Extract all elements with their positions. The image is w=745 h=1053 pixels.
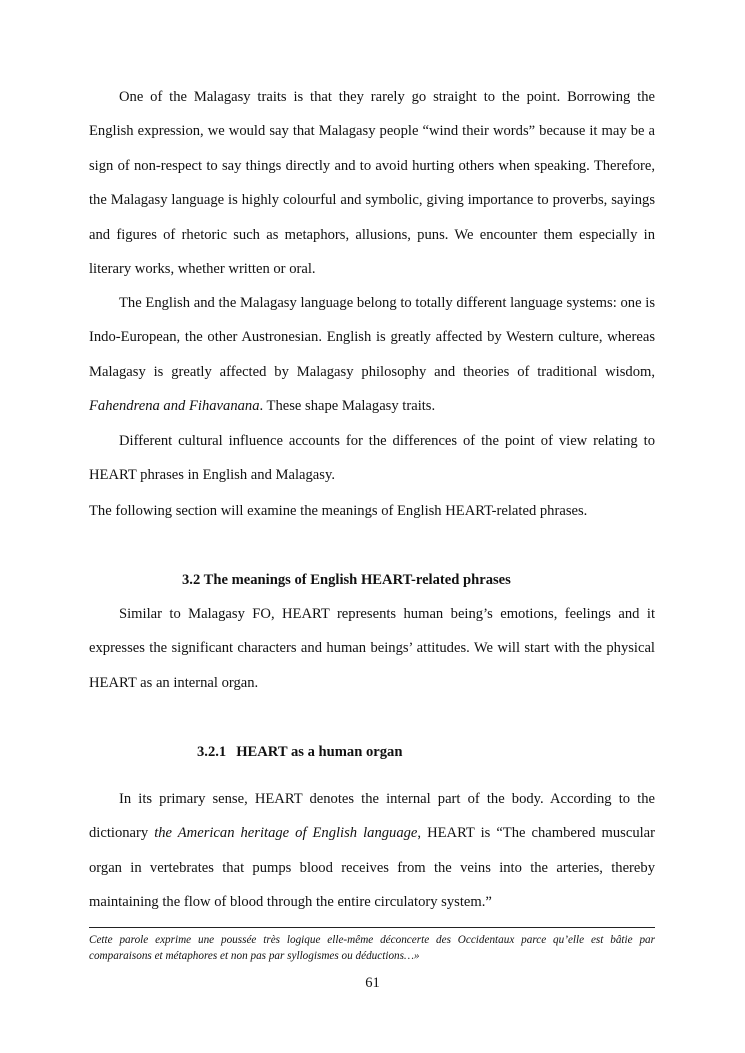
paragraph-text: . These shape Malagasy traits. — [259, 398, 436, 415]
page-number: 61 — [365, 975, 380, 991]
italic-term: Fahendrena and Fihavanana — [89, 398, 260, 415]
paragraph-text: The following section will examine the meanings of English HEART-related phrases. — [89, 503, 588, 519]
section-heading: 3.2 The meanings of English HEART-related phrases — [182, 572, 511, 588]
subsection-number: 3.2.1 — [197, 744, 227, 760]
paragraph-primary-sense — [89, 782, 655, 920]
paragraph-text: One of the Malagasy traits is that they rarely go straight to the point. Borrowing the English expression, we would say that Malagasy people “wind their words” because it may be a sign of non-respect to say things directly and to avoid hurting others when speaking. Therefore, the Malagasy language is highly colourful and symbolic, giving importance to proverbs, sayings and figures of rhetoric such as metaphors, allusions, puns. We encounter them especially in literary works, whether written or oral. — [89, 89, 655, 278]
subsection-heading — [197, 742, 402, 762]
paragraph-language-systems — [89, 286, 655, 424]
italic-dictionary-title: the American heritage of English language — [154, 825, 418, 842]
footnote: Cette parole exprime une poussée très logique elle-même déconcerte des Occidentaux parce qu’elle est bâtie par comparaisons et métaphores et non pas par syllogismes ou déductions…» — [89, 934, 655, 962]
paragraph-text: Similar to Malagasy FO, HEART represents human being’s emotions, feelings and it expresses the significant characters and human beings’ attitudes. We will start with the physical HEART as an internal organ. — [89, 606, 655, 691]
paragraph-following-section — [89, 494, 655, 528]
subsection-title: HEART as a human organ — [236, 744, 403, 760]
paragraph-cultural-influence — [89, 424, 655, 493]
paragraph-text: The English and the Malagasy language belong to totally different language systems: one is Indo-European, the other Austronesian. English is greatly affected by Western culture, whereas Malagasy is greatly affected by Malagasy philosophy and theories of traditional wisdom, — [89, 295, 655, 380]
paragraph-text: Different cultural influence accounts for the differences of the point of view relating to HEART phrases in English and Malagasy. — [89, 433, 655, 484]
paragraph-text: , HEART is “The chambered muscular organ in vertebrates that pumps blood receives from the veins into the arteries, thereby maintaining the flow of blood through the entire circulatory system.” — [89, 825, 656, 911]
paragraph-malagasy-traits — [89, 80, 655, 286]
paragraph-text: In its primary sense, HEART denotes the internal part of the body. According to the dictionary — [89, 791, 655, 842]
footnote-divider — [89, 927, 655, 928]
paragraph-heart-emotions — [89, 597, 655, 700]
